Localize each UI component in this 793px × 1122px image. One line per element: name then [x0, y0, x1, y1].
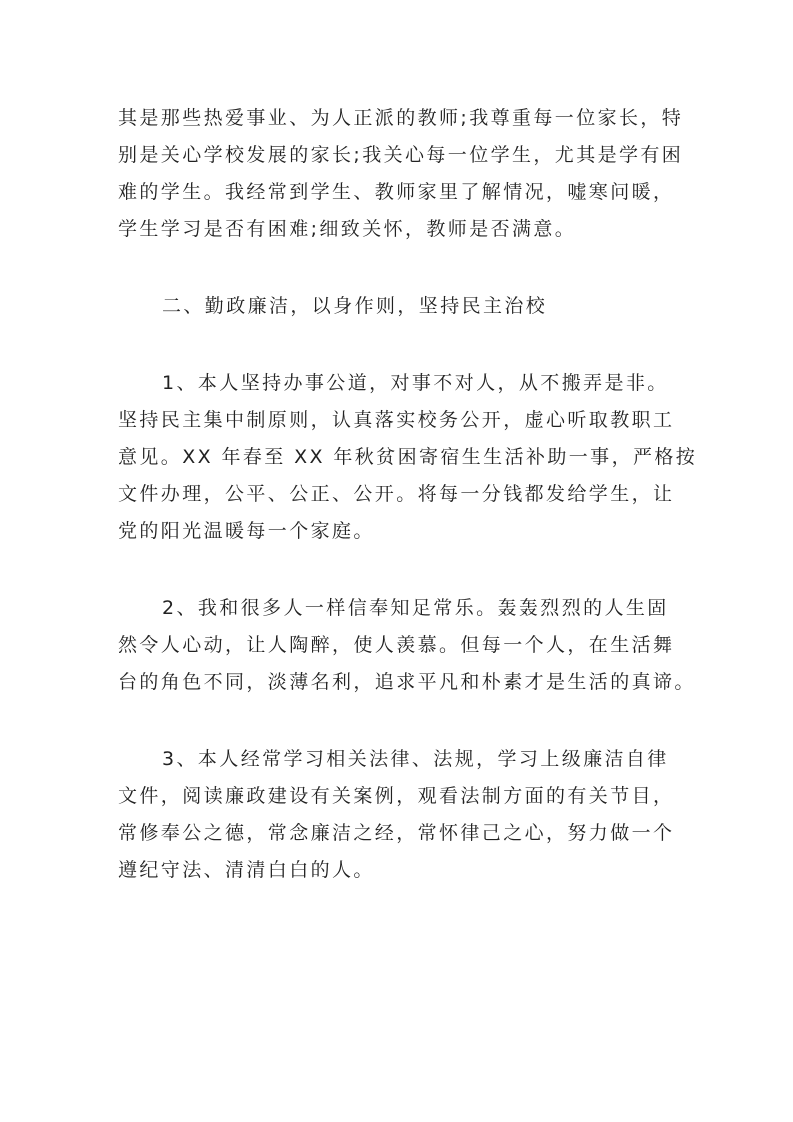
paragraph-gap: [118, 325, 676, 365]
document-page: [118, 100, 698, 889]
text-line: 台的角色不同，淡薄名利，追求平凡和朴素才是生活的真谛。: [118, 671, 696, 693]
paragraph-item-1: [118, 365, 698, 550]
heading-text: 二、勤政廉洁，以身作则，坚持民主治校: [162, 295, 548, 317]
text-line: 意见。XX 年春至 XX 年秋贫困寄宿生生活补助一事，严格按: [118, 446, 698, 468]
text-line: 文件办理，公平、公正、公开。将每一分钱都发给学生，让: [118, 483, 675, 505]
text-line: 坚持民主集中制原则，认真落实校务公开，虚心听取教职工: [118, 409, 675, 431]
text-line: 3、本人经常学习相关法律、法规，学习上级廉洁自律: [162, 748, 669, 770]
text-line: 1、本人坚持办事公道，对事不对人，从不搬弄是非。: [162, 372, 669, 394]
text-line: 遵纪守法、清清白白的人。: [118, 859, 375, 881]
text-line: 然令人心动，让人陶醉，使人羡慕。但每一个人，在生活舞: [118, 634, 675, 656]
text-line: 别是关心学校发展的家长;我关心每一位学生，尤其是学有困: [118, 144, 684, 166]
paragraph-gap: [118, 550, 676, 590]
paragraph-gap: [118, 248, 676, 288]
paragraph-gap: [118, 701, 676, 741]
paragraph-item-2: [118, 590, 696, 701]
text-line: 其是那些热爱事业、为人正派的教师;我尊重每一位家长，特: [118, 107, 684, 129]
text-line: 文件，阅读廉政建设有关案例，观看法制方面的有关节目，: [118, 785, 675, 807]
text-line: 2、我和很多人一样信奉知足常乐。轰轰烈烈的人生固: [162, 597, 669, 619]
section-heading: [118, 288, 676, 325]
text-line: 常修奉公之德，常念廉洁之经，常怀律己之心，努力做一个: [118, 822, 675, 844]
paragraph-item-3: [118, 741, 676, 889]
text-line: 学生学习是否有困难;细致关怀，教师是否满意。: [118, 218, 577, 240]
text-line: 党的阳光温暖每一个家庭。: [118, 520, 375, 542]
text-line: 难的学生。我经常到学生、教师家里了解情况，嘘寒问暖，: [118, 181, 675, 203]
paragraph-intro-continuation: [118, 100, 684, 248]
